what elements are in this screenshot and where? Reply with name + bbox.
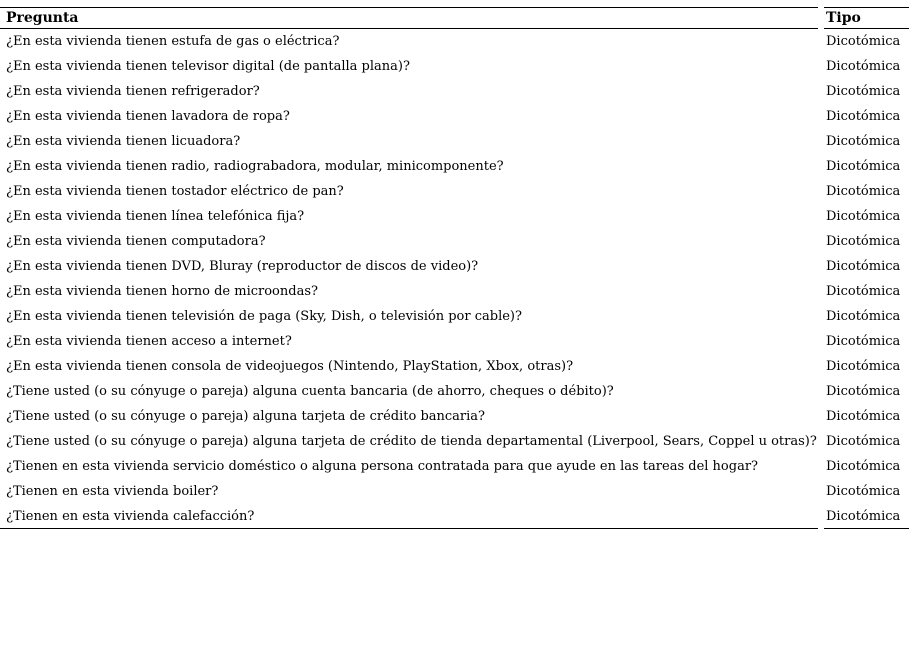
pregunta-cell: ¿En esta vivienda tienen línea telefónica fija? [6, 209, 305, 224]
table-row [0, 54, 909, 79]
questions-table [0, 7, 909, 529]
tipo-cell: Dicotómica [826, 434, 901, 449]
tipo-cell: Dicotómica [826, 209, 901, 224]
tipo-cell: Dicotómica [826, 334, 901, 349]
tipo-cell: Dicotómica [826, 59, 901, 74]
table-row [0, 429, 909, 454]
table-row [0, 279, 909, 304]
tipo-cell: Dicotómica [826, 359, 901, 374]
pregunta-cell: ¿Tiene usted (o su cónyuge o pareja) alguna tarjeta de crédito de tienda departamental (Liverpool, Sears, Coppel u otras)? [6, 434, 817, 449]
table-body [0, 29, 909, 529]
pregunta-cell: ¿En esta vivienda tienen lavadora de ropa? [6, 109, 290, 124]
pregunta-cell: ¿En esta vivienda tienen televisor digital (de pantalla plana)? [6, 59, 410, 74]
pregunta-cell: ¿En esta vivienda tienen DVD, Bluray (reproductor de discos de video)? [6, 259, 479, 274]
table-row [0, 104, 909, 129]
pregunta-cell: ¿Tienen en esta vivienda boiler? [6, 484, 219, 499]
table-row [0, 354, 909, 379]
table-row [0, 79, 909, 104]
pregunta-cell: ¿En esta vivienda tienen licuadora? [6, 134, 241, 149]
tipo-cell: Dicotómica [826, 34, 901, 49]
table-row [0, 454, 909, 479]
pregunta-cell: ¿En esta vivienda tienen consola de videojuegos (Nintendo, PlayStation, Xbox, otras)? [6, 359, 574, 374]
pregunta-cell: ¿Tiene usted (o su cónyuge o pareja) alguna tarjeta de crédito bancaria? [6, 409, 486, 424]
table-row [0, 204, 909, 229]
pregunta-cell: ¿En esta vivienda tienen computadora? [6, 234, 266, 249]
table-row [0, 129, 909, 154]
tipo-cell: Dicotómica [826, 159, 901, 174]
tipo-cell: Dicotómica [826, 284, 901, 299]
tipo-cell: Dicotómica [826, 309, 901, 324]
column-header-pregunta: Pregunta [0, 7, 818, 29]
table-row [0, 229, 909, 254]
tipo-cell: Dicotómica [826, 184, 901, 199]
tipo-cell: Dicotómica [826, 234, 901, 249]
table-header [0, 7, 909, 29]
pregunta-cell: ¿En esta vivienda tienen tostador eléctrico de pan? [6, 184, 344, 199]
tipo-cell: Dicotómica [826, 384, 901, 399]
pregunta-cell: ¿En esta vivienda tienen radio, radiograbadora, modular, minicomponente? [6, 159, 504, 174]
table-row [0, 254, 909, 279]
table-row [0, 329, 909, 354]
table-row [0, 379, 909, 404]
tipo-cell: Dicotómica [824, 504, 909, 529]
pregunta-cell: ¿Tiene usted (o su cónyuge o pareja) alguna cuenta bancaria (de ahorro, cheques o débito)? [6, 384, 614, 399]
pregunta-cell: ¿En esta vivienda tienen estufa de gas o eléctrica? [6, 34, 340, 49]
tipo-cell: Dicotómica [826, 84, 901, 99]
table-row [0, 154, 909, 179]
table-row [0, 29, 909, 54]
tipo-cell: Dicotómica [826, 109, 901, 124]
pregunta-cell: ¿En esta vivienda tienen horno de microondas? [6, 284, 318, 299]
table-row [0, 304, 909, 329]
pregunta-cell: ¿En esta vivienda tienen televisión de paga (Sky, Dish, o televisión por cable)? [6, 309, 522, 324]
column-header-tipo: Tipo [824, 7, 909, 29]
table-row [0, 404, 909, 429]
table-row [0, 504, 909, 529]
tipo-cell: Dicotómica [826, 409, 901, 424]
table-row [0, 179, 909, 204]
tipo-cell: Dicotómica [826, 134, 901, 149]
tipo-cell: Dicotómica [826, 459, 901, 474]
pregunta-cell: ¿Tienen en esta vivienda calefacción? [0, 504, 818, 529]
table-row [0, 479, 909, 504]
pregunta-cell: ¿En esta vivienda tienen refrigerador? [6, 84, 260, 99]
pregunta-cell: ¿En esta vivienda tienen acceso a internet? [6, 334, 292, 349]
tipo-cell: Dicotómica [826, 484, 901, 499]
tipo-cell: Dicotómica [826, 259, 901, 274]
pregunta-cell: ¿Tienen en esta vivienda servicio doméstico o alguna persona contratada para que ayude en las tareas del hogar? [6, 459, 759, 474]
